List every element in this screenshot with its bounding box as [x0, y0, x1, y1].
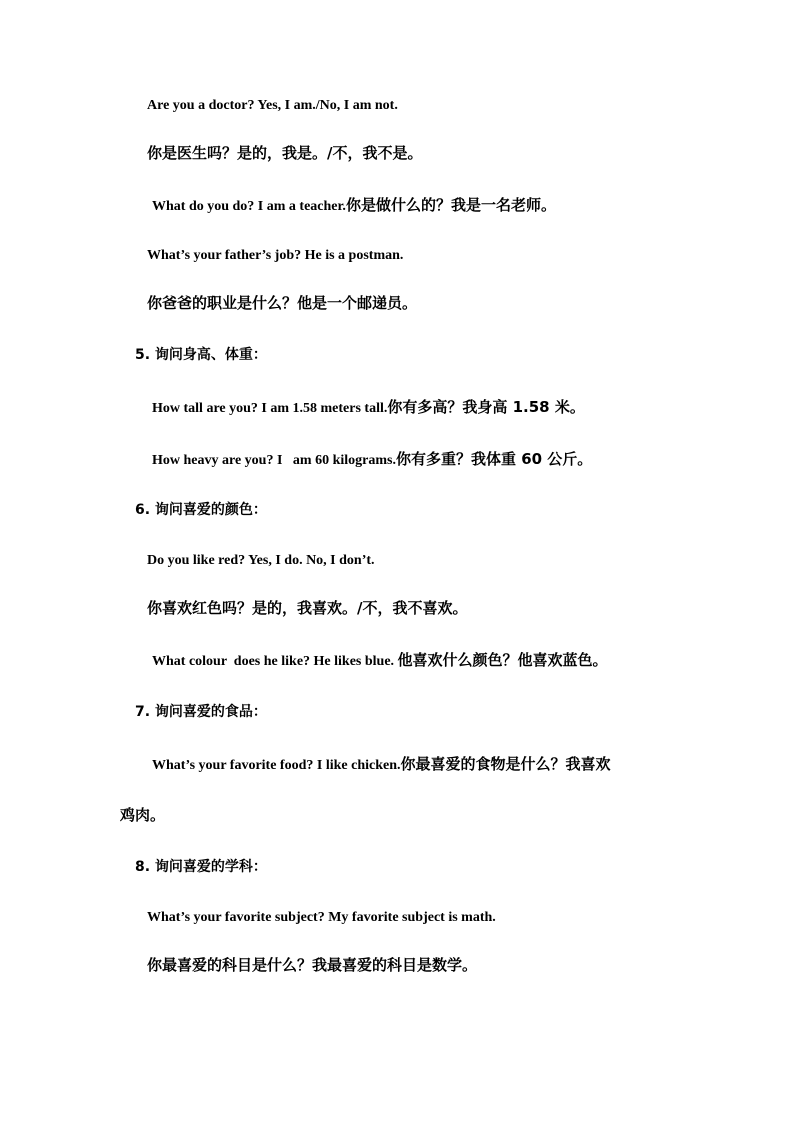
line-what-do-you-do-en: What do you do? I am a teacher. [152, 199, 346, 214]
line-en-like-red: Do you like red? Yes, I do. No, I don’t. [147, 553, 375, 568]
line-favorite-food-en: What’s your favorite food? I like chicken. [152, 758, 401, 773]
heading-height-weight: 5. 询问身高、体重： [135, 347, 267, 363]
line-how-tall-zh: 你有多高？我身高 1.58 米。 [387, 398, 585, 416]
line-what-do-you-do [152, 195, 556, 217]
line-how-tall [152, 397, 585, 419]
line-how-heavy [152, 449, 592, 471]
line-what-do-you-do-zh: 你是做什么的？我是一名老师。 [345, 196, 556, 214]
line-how-heavy-en: How heavy are you? I am 60 kilograms. [152, 453, 396, 468]
line-favorite-food [152, 754, 611, 776]
line-favorite-food-zh: 你最喜爱的食物是什么？我喜欢 [400, 755, 611, 773]
line-how-tall-en: How tall are you? I am 1.58 meters tall. [152, 401, 388, 416]
line-zh-father-job: 你爸爸的职业是什么？他是一个邮递员。 [147, 294, 418, 312]
line-how-heavy-zh: 你有多重？我体重 60 公斤。 [395, 450, 593, 468]
line-what-colour-zh: 他喜欢什么颜色？他喜欢蓝色。 [397, 651, 608, 669]
line-zh-doctor: 你是医生吗？是的，我是。/不，我不是。 [147, 144, 423, 162]
line-en-father-job: What’s your father’s job? He is a postman. [147, 248, 404, 263]
heading-favorite-food: 7. 询问喜爱的食品： [135, 704, 267, 720]
line-zh-like-red: 你喜欢红色吗？是的，我喜欢。/不，我不喜欢。 [147, 599, 468, 617]
line-en-favorite-subject: What’s your favorite subject? My favorite subject is math. [147, 910, 496, 925]
heading-favorite-subject: 8. 询问喜爱的学科： [135, 859, 267, 875]
line-en-doctor: Are you a doctor? Yes, I am./No, I am not. [147, 98, 398, 113]
line-zh-favorite-subject: 你最喜爱的科目是什么？我最喜爱的科目是数学。 [147, 956, 478, 974]
heading-favorite-color: 6. 询问喜爱的颜色： [135, 502, 267, 518]
line-what-colour-en: What colour does he like? He likes blue. [152, 654, 398, 669]
line-favorite-food-continued: 鸡肉。 [120, 806, 166, 824]
line-what-colour [152, 650, 608, 672]
